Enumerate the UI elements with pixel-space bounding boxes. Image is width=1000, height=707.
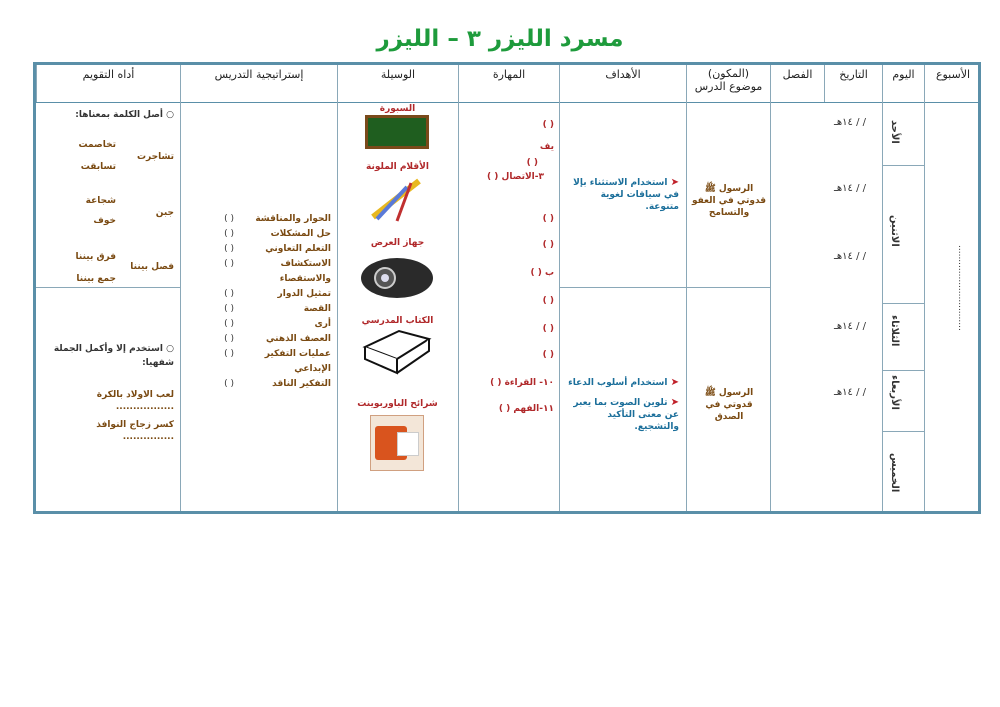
strategy-mark: ( ) (224, 319, 234, 329)
strategy-item: الاستكشاف (280, 259, 331, 269)
week-dots: .............................. (956, 245, 966, 331)
skill-12: ١١-الفهم ( ) (498, 404, 554, 414)
strategy-item: التعلم التعاوني (265, 244, 331, 254)
skill-4: ٣-الاتصال ( ) (487, 172, 544, 182)
strategy-mark: ( ) (224, 244, 234, 254)
strategy-mark: ( ) (224, 334, 234, 344)
eval-sentence-2: كسر زجاج النوافذ ............... (96, 420, 174, 442)
eval-word-1: تشاجرت (136, 152, 174, 162)
header-date: التاريخ (824, 65, 882, 102)
lesson-1-title: الرسول ﷺ قدوتي في العفو والتسامح (691, 184, 767, 218)
page-title: مسرد الليزر ٣ – الليزر (376, 26, 624, 52)
skill-5: ( ) (542, 214, 554, 224)
header-evaluation: أداه التقويم (36, 65, 180, 102)
tool-powerpoint-label: شرائح الباوربوينت (357, 399, 438, 409)
strategy-mark: ( ) (224, 304, 234, 314)
circle-bullet-icon: ○ (166, 344, 174, 354)
day-thursday: الخميس (889, 453, 900, 493)
eval-q2 (46, 343, 174, 355)
strategy-item: تمثيل الدوار (277, 289, 331, 299)
strategy-item: والاستقصاء (279, 274, 331, 284)
eval-sentence-1: لعب الاولاد بالكرة ................. (96, 390, 174, 412)
objective-1 (564, 177, 679, 213)
objective-3 (564, 397, 679, 433)
eval-meaning-1: تخاصمت (78, 140, 116, 150)
tool-board-label: السبورة (379, 104, 416, 114)
eval-word-2: جبن (155, 208, 174, 218)
strategy-item: العصف الذهني (266, 334, 331, 344)
eval-meaning-5: فرق بيننا (75, 252, 116, 262)
lesson-2-title: الرسول ﷺ قدوتي في الصدق (704, 388, 754, 422)
day-wednesday: الأربعاء (889, 375, 900, 410)
eval-q2-line2: شفهيا: (142, 358, 174, 368)
day-sunday: الأحد (889, 120, 900, 144)
eval-meaning-6: جمع بيننا (76, 274, 116, 284)
eval-word-3: فصل بيننا (130, 262, 174, 272)
eval-q2-line1: استخدم إلا وأكمل الجملة (53, 344, 163, 354)
strategy-mark: ( ) (224, 259, 234, 269)
projector-icon (359, 250, 435, 300)
tool-book-label: الكتاب المدرسي (361, 316, 434, 326)
strategy-list (241, 213, 331, 393)
lesson-plan-table (33, 62, 981, 514)
skill-1: ( ) (542, 120, 554, 130)
skill-9: ( ) (542, 324, 554, 334)
objective-arrow-icon: ➤ (670, 397, 679, 408)
strategy-marks (204, 213, 234, 393)
eval-q1-text: أصل الكلمة بمعناها: (75, 110, 163, 120)
header-component (686, 65, 770, 102)
date-2: / / ١٤هـ (833, 183, 866, 194)
strategy-mark: ( ) (224, 379, 234, 389)
eval-meaning-2: تسابقت (80, 162, 116, 172)
skill-3: ( ) (526, 158, 538, 168)
strategy-mark: ( ) (224, 289, 234, 299)
header-component-line2: موضوع الدرس (694, 80, 763, 93)
skill-8: ( ) (542, 296, 554, 306)
strategy-item: الحوار والمناقشة (255, 214, 331, 224)
eval-meaning-3: شجاعة (85, 196, 116, 206)
date-1: / / ١٤هـ (833, 117, 866, 128)
skill-10: ( ) (542, 350, 554, 360)
header-objectives: الأهداف (559, 65, 686, 102)
header-day: اليوم (882, 65, 924, 102)
strategy-item: التفكير الناقد (272, 379, 331, 389)
objective-3-text: تلوين الصوت بما يعبر عن معنى التأكيد والتشجيع. (573, 398, 679, 432)
date-5: / / ١٤هـ (833, 387, 866, 398)
strategy-item: حل المشكلات (270, 229, 331, 239)
pens-icon (367, 173, 427, 223)
circle-bullet-icon: ○ (166, 110, 174, 120)
tool-projector-label: جهاز العرض (370, 238, 425, 248)
date-4: / / ١٤هـ (833, 321, 866, 332)
skill-7: ب ( ) (530, 268, 554, 278)
objective-2 (564, 377, 679, 389)
eval-meaning-4: خوف (93, 216, 116, 226)
eval-q1 (46, 109, 174, 121)
board-icon (365, 115, 429, 149)
strategy-item: القصة (303, 304, 331, 314)
tool-pens-label: الأقلام الملونة (366, 162, 429, 172)
strategy-item: أرى (314, 319, 331, 329)
strategy-mark: ( ) (224, 229, 234, 239)
skill-11: ١٠- القراءة ( ) (490, 378, 554, 388)
powerpoint-icon (370, 415, 424, 471)
strategy-mark: ( ) (224, 214, 234, 224)
objective-2-text: استخدام أسلوب الدعاء (568, 378, 668, 388)
objective-1-text: استخدام الاستثناء بإلا في سياقات لغوية متنوعة. (573, 178, 679, 212)
date-3: / / ١٤هـ (833, 251, 866, 262)
skill-2: يف (539, 142, 554, 152)
day-monday: الاثنين (889, 215, 900, 247)
skill-6: ( ) (542, 240, 554, 250)
header-class: الفصل (770, 65, 824, 102)
objective-arrow-icon: ➤ (670, 377, 679, 388)
objective-arrow-icon: ➤ (670, 177, 679, 188)
day-tuesday: الثلاثاء (889, 315, 900, 347)
book-icon (361, 329, 433, 379)
header-skill: المهارة (458, 65, 559, 102)
strategy-item: الإبداعي (294, 364, 331, 374)
strategy-mark: ( ) (224, 349, 234, 359)
powerpoint-slide (397, 432, 419, 456)
header-component-line1: (المكون) (707, 67, 750, 80)
header-strategy: إستراتيجية التدريس (180, 65, 337, 102)
header-tool: الوسيلة (337, 65, 458, 102)
header-week: الأسبوع (924, 65, 981, 102)
strategy-item: عمليات التفكير (264, 349, 331, 359)
